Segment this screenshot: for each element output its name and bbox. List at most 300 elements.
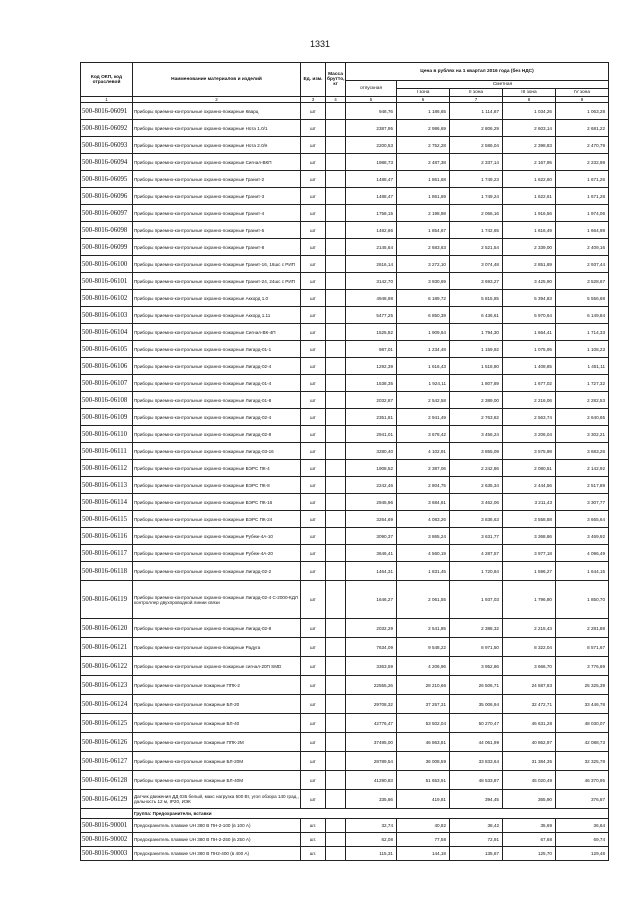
price-zone-1: 2 683,63 [397,239,450,256]
price-zone-4: 6 149,84 [556,307,609,324]
price-zone-1: 4 102,91 [397,443,450,460]
price-release: 37495,00 [346,733,397,752]
item-name: Приборы приемно-контрольные пожарные ППК-2М [133,733,301,752]
price-zone-1: 2 542,58 [397,392,450,409]
item-name: Приборы приемно-контрольные охранно-пожарные Лигард-02-4 С-2000-КДЛ контроллер двухпроводной линии связи [133,581,301,619]
item-unit: шт [301,638,326,657]
item-mass [326,460,346,477]
price-release: 32,74 [346,819,397,833]
price-release: 3264,69 [346,511,397,528]
item-mass [326,545,346,562]
table-row [81,324,609,341]
price-zone-3: 46 631,28 [503,714,556,733]
item-name: Приборы приемно-контрольные охранно-пожарные Лигард-02-4 [133,358,301,375]
group-row [81,809,609,819]
price-zone-2: 3 631,77 [450,528,503,545]
price-zone-3: 2 339,00 [503,239,556,256]
item-unit: шт [301,545,326,562]
item-code: 500-8016-06106 [81,358,133,375]
item-code: 500-8016-06127 [81,752,133,771]
table-row [81,833,609,847]
price-zone-3: 2 167,95 [503,154,556,171]
item-code: 500-8016-06094 [81,154,133,171]
price-release: 1908,52 [346,460,397,477]
item-unit: шт [301,714,326,733]
table-row [81,695,609,714]
item-unit: шт [301,562,326,581]
price-release: 2032,29 [346,619,397,638]
header-mass: Масса брутто, кг [326,63,346,97]
price-release: 62,08 [346,833,397,847]
price-zone-2: 1 720,84 [450,562,503,581]
price-zone-2: 2 389,00 [450,392,503,409]
price-zone-4: 4 096,49 [556,545,609,562]
price-zone-1: 53 502,04 [397,714,450,733]
table-row [81,528,609,545]
price-release: 1988,73 [346,154,397,171]
price-zone-1: 77,58 [397,833,450,847]
item-code: 500-8016-90003 [81,847,133,861]
table-row [81,392,609,409]
price-zone-3: 2 216,06 [503,392,556,409]
table-row [81,460,609,477]
price-zone-4: 376,87 [556,790,609,809]
item-mass [326,307,346,324]
item-name: Приборы приемно-контрольные охранно-пожарные ВЭРС ПК-4 [133,460,301,477]
item-code: 500-8016-06097 [81,205,133,222]
price-zone-3: 1 916,56 [503,205,556,222]
item-mass [326,638,346,657]
item-name: Приборы приемно-контрольные охранно-пожарные Рубеж-4А-10 [133,528,301,545]
item-unit: шт [301,103,326,120]
item-name: Приборы приемно-контрольные охранно-пожарные Гранит-8 [133,239,301,256]
price-zone-3: 2 080,51 [503,460,556,477]
header-zone-2: II зона [450,89,503,97]
price-release: 2145,64 [346,239,397,256]
item-unit: шт [301,341,326,358]
price-zone-4: 48 030,07 [556,714,609,733]
table-row [81,847,609,861]
price-zone-3: 8 322,04 [503,638,556,657]
item-unit: шт [301,657,326,676]
item-name: Приборы приемно-контрольные охранно-пожарные Кварц [133,103,301,120]
item-mass [326,790,346,809]
item-name: Приборы приемно-контрольные охранно-пожарные Лигард-01-4 [133,375,301,392]
price-zone-2: 72,91 [450,833,503,847]
item-name: Приборы приемно-контрольные охранно-пожарные Гранит-3 [133,188,301,205]
table-row [81,819,609,833]
item-code: 500-8016-06122 [81,657,133,676]
price-zone-1: 2 752,28 [397,137,450,154]
price-zone-2: 3 074,48 [450,256,503,273]
price-zone-1: 6 189,72 [397,290,450,307]
table-row [81,752,609,771]
price-release: 3363,59 [346,657,397,676]
item-name: Приборы приемно-контрольные охранно-пожарные Рубеж-4А-20 [133,545,301,562]
price-zone-1: 3 930,69 [397,273,450,290]
price-zone-4: 2 282,53 [556,392,609,409]
price-zone-4: 2 470,79 [556,137,609,154]
price-zone-3: 3 558,88 [503,511,556,528]
item-mass [326,120,346,137]
price-zone-3: 1 616,49 [503,222,556,239]
price-zone-2: 1 794,30 [450,324,503,341]
item-unit: шт [301,752,326,771]
price-zone-1: 1 186,65 [397,103,450,120]
price-zone-2: 44 061,99 [450,733,503,752]
price-zone-3: 125,70 [503,847,556,861]
price-zone-2: 3 462,06 [450,494,503,511]
item-code: 500-8016-06112 [81,460,133,477]
item-unit: шт [301,460,326,477]
item-mass [326,341,346,358]
item-code: 500-8016-90001 [81,819,133,833]
item-mass [326,256,346,273]
group-title: Группа: Предохранители, вставки [133,809,609,819]
price-release: 42776,47 [346,714,397,733]
price-zone-2: 2 337,14 [450,154,503,171]
price-zone-3: 45 020,49 [503,771,556,790]
table-row [81,120,609,137]
price-zone-2: 2 521,54 [450,239,503,256]
price-zone-2: 1 749,23 [450,171,503,188]
price-zone-1: 1 861,69 [397,188,450,205]
price-zone-2: 5 815,85 [450,290,503,307]
column-number: 4 [326,97,346,103]
item-code: 500-8016-06113 [81,477,133,494]
price-zone-3: 1 596,27 [503,562,556,581]
item-unit: шт [301,528,326,545]
item-code: 500-8016-06107 [81,375,133,392]
price-zone-4: 3 665,64 [556,511,609,528]
item-unit: шт [301,154,326,171]
item-name: Приборы приемно-контрольные охранно-пожарные ВЭРС ПК-24 [133,511,301,528]
table-body [81,103,609,861]
price-zone-3: 40 862,97 [503,733,556,752]
group-empty-cell [81,809,133,819]
item-mass [326,676,346,695]
price-zone-3: 365,90 [503,790,556,809]
price-zone-4: 1 451,11 [556,358,609,375]
column-number: 9 [556,97,609,103]
price-zone-1: 1 616,43 [397,358,450,375]
price-release: 3646,41 [346,545,397,562]
price-zone-4: 129,48 [556,847,609,861]
item-mass [326,443,346,460]
item-mass [326,695,346,714]
price-zone-4: 1 714,33 [556,324,609,341]
item-name: Приборы приемно-контрольные охранно-пожарные ВЭРС ПК-8 [133,477,301,494]
table-row [81,256,609,273]
item-code: 500-8016-06111 [81,443,133,460]
price-zone-4: 33 446,78 [556,695,609,714]
price-zone-4: 3 776,69 [556,657,609,676]
item-name: Приборы приемно-контрольные охранно-пожарные Аккорд 1.11 [133,307,301,324]
price-release: 1646,27 [346,581,397,619]
table-row [81,222,609,239]
item-mass [326,137,346,154]
price-zone-4: 1 727,32 [556,375,609,392]
item-name: Приборы приемно-контрольные пожарные БЛ-40М [133,771,301,790]
item-code: 500-8016-06116 [81,528,133,545]
price-table [80,62,609,861]
header-zone-4: IV зона [556,89,609,97]
item-unit: шт [301,205,326,222]
column-number: 8 [503,97,556,103]
item-name: Приборы приемно-контрольные охранно-пожарные Сигнал-ВКП [133,154,301,171]
header-release: отпускная [346,81,397,97]
table-row [81,307,609,324]
price-zone-4: 8 571,67 [556,638,609,657]
price-zone-3: 2 603,14 [503,120,556,137]
item-mass [326,819,346,833]
header-zone-1: I зона [397,89,450,97]
item-code: 500-8016-06125 [81,714,133,733]
table-row [81,657,609,676]
item-name: Приборы приемно-контрольные охранно-пожарные Гранит-5 [133,222,301,239]
price-zone-4: 69,74 [556,833,609,847]
item-code: 500-8016-06099 [81,239,133,256]
item-name: Приборы приемно-контрольные охранно-пожарные Лигард-01-1 [133,341,301,358]
item-name: Приборы приемно-контрольные охранно-пожарные Гранит-24, 24шс с РИП [133,273,301,290]
price-zone-1: 2 941,49 [397,409,450,426]
price-zone-1: 2 061,55 [397,581,450,619]
table-row [81,638,609,657]
table-row [81,154,609,171]
table-row [81,619,609,638]
item-name: Приборы приемно-контрольные охранно-пожарные Гранит-2 [133,171,301,188]
price-zone-4: 2 232,98 [556,154,609,171]
price-zone-4: 1 671,26 [556,171,609,188]
item-code: 500-8016-06118 [81,562,133,581]
price-zone-3: 3 425,90 [503,273,556,290]
item-code: 500-8016-06100 [81,256,133,273]
item-unit: шт [301,222,326,239]
price-zone-1: 4 560,19 [397,545,450,562]
price-release: 3280,40 [346,443,397,460]
price-zone-1: 2 387,06 [397,460,450,477]
price-zone-2: 48 533,87 [450,771,503,790]
item-unit: шт [301,409,326,426]
item-code: 500-8016-06126 [81,733,133,752]
price-zone-1: 3 678,42 [397,426,450,443]
item-code: 500-8016-90002 [81,833,133,847]
item-mass [326,581,346,619]
item-unit: шт. [301,819,326,833]
price-zone-1: 2 986,69 [397,120,450,137]
price-release: 3142,70 [346,273,397,290]
column-number: 5 [346,97,397,103]
item-mass [326,392,346,409]
item-unit: шт. [301,847,326,861]
item-name: Приборы приемно-контрольные охранно-пожарные Гранит-4 [133,205,301,222]
item-name: Приборы приемно-контрольные охранно-пожарные Нота 2.0/я [133,137,301,154]
item-name: Датчик движения ДД 035 белый, макс нагрузка 500 Вт, угол обзора 140 град., дальность 12 м, IP20, ИЭК [133,790,301,809]
item-name: Приборы приемно-контрольные охранно-пожарные Аккорд 1.0 [133,290,301,307]
column-number: 7 [450,97,503,103]
price-zone-3: 1 664,41 [503,324,556,341]
item-name: Предохранитель плавкие UH 380 В ПН2-400 (в 400 А) [133,847,301,861]
item-mass [326,171,346,188]
item-mass [326,657,346,676]
price-release: 1488,47 [346,171,397,188]
price-zone-1: 2 804,75 [397,477,450,494]
price-release: 1488,47 [346,188,397,205]
item-mass [326,358,346,375]
price-zone-1: 3 272,10 [397,256,450,273]
price-release: 29708,32 [346,695,397,714]
price-zone-4: 46 370,95 [556,771,609,790]
price-zone-4: 1 671,28 [556,188,609,205]
item-code: 500-8016-06095 [81,171,133,188]
item-code: 500-8016-06109 [81,409,133,426]
price-zone-4: 2 937,44 [556,256,609,273]
price-zone-3: 32 472,71 [503,695,556,714]
item-mass [326,714,346,733]
item-unit: шт [301,581,326,619]
price-zone-3: 31 384,35 [503,752,556,771]
table-row [81,273,609,290]
item-unit: шт [301,120,326,137]
item-code: 500-8016-06129 [81,790,133,809]
item-code: 500-8016-06104 [81,324,133,341]
item-code: 500-8016-06120 [81,619,133,638]
price-zone-4: 1 850,70 [556,581,609,619]
table-row [81,290,609,307]
price-zone-3: 1 622,60 [503,171,556,188]
header-unit: Ед. изм. [301,63,326,97]
price-release: 948,76 [346,103,397,120]
item-name: Приборы приемно-контрольные охранно-пожарные Лигард-03-16 [133,443,301,460]
price-zone-3: 2 444,56 [503,477,556,494]
item-unit: шт [301,619,326,638]
price-release: 2200,53 [346,137,397,154]
item-unit: шт [301,358,326,375]
item-mass [326,239,346,256]
price-zone-2: 35 006,94 [450,695,503,714]
table-row [81,358,609,375]
price-zone-4: 36,64 [556,819,609,833]
item-name: Приборы приемно-контрольные пожарные БЛ-20 [133,695,301,714]
price-zone-2: 38,42 [450,819,503,833]
price-zone-3: 2 851,89 [503,256,556,273]
item-unit: шт [301,443,326,460]
table-row [81,137,609,154]
price-zone-3: 3 666,70 [503,657,556,676]
item-unit: шт [301,695,326,714]
price-zone-2: 1 518,80 [450,358,503,375]
price-zone-2: 33 833,64 [450,752,503,771]
table-row [81,714,609,733]
item-code: 500-8016-06123 [81,676,133,695]
item-unit: шт. [301,833,326,847]
price-zone-2: 1 937,03 [450,581,503,619]
price-release: 2616,14 [346,256,397,273]
item-name: Приборы приемно-контрольные охранно-пожарные Лигард-02-2 [133,562,301,581]
item-unit: шт [301,137,326,154]
item-code: 500-8016-06115 [81,511,133,528]
item-name: Приборы приемно-контрольные охранно-пожарные ВЭРС ПК-16 [133,494,301,511]
price-zone-2: 2 635,34 [450,477,503,494]
item-mass [326,477,346,494]
price-release: 41290,83 [346,771,397,790]
price-release: 1538,35 [346,375,397,392]
price-zone-2: 135,67 [450,847,503,861]
price-zone-2: 26 506,71 [450,676,503,695]
price-zone-3: 35,69 [503,819,556,833]
price-zone-3: 1 034,26 [503,103,556,120]
table-row [81,375,609,392]
item-code: 500-8016-06098 [81,222,133,239]
price-zone-3: 2 398,83 [503,137,556,154]
price-zone-2: 3 855,09 [450,443,503,460]
price-release: 1464,31 [346,562,397,581]
price-zone-3: 1 075,95 [503,341,556,358]
price-zone-2: 6 436,61 [450,307,503,324]
item-name: Приборы приемно-контрольные охранно-пожарные Лигард-02-4 [133,409,301,426]
item-mass [326,771,346,790]
price-zone-4: 1 974,06 [556,205,609,222]
price-zone-3: 3 575,98 [503,443,556,460]
table-row [81,443,609,460]
item-name: Приборы приемно-контрольные охранно-пожарные Нота 1.0/1 [133,120,301,137]
price-zone-2: 3 456,24 [450,426,503,443]
table-row [81,409,609,426]
price-zone-4: 2 681,22 [556,120,609,137]
item-unit: шт [301,771,326,790]
item-mass [326,733,346,752]
price-zone-3: 1 622,61 [503,188,556,205]
price-zone-4: 2 142,92 [556,460,609,477]
item-mass [326,154,346,171]
item-name: Приборы приемно-контрольные пожарные ППК-2 [133,676,301,695]
price-zone-2: 2 066,16 [450,205,503,222]
price-zone-2: 1 742,65 [450,222,503,239]
price-zone-1: 3 684,61 [397,494,450,511]
header-price-title: Цена в рублях на 1 квартал 2016 года (без НДС) [346,63,609,81]
price-zone-1: 1 854,67 [397,222,450,239]
item-mass [326,426,346,443]
item-mass [326,375,346,392]
item-mass [326,494,346,511]
price-zone-4: 3 683,26 [556,443,609,460]
price-zone-1: 46 863,81 [397,733,450,752]
item-code: 500-8016-06124 [81,695,133,714]
price-zone-2: 1 807,89 [450,375,503,392]
price-release: 2351,81 [346,409,397,426]
item-unit: шт [301,790,326,809]
price-zone-2: 2 242,86 [450,460,503,477]
item-mass [326,833,346,847]
item-name: Приборы приемно-контрольные пожарные БЛ-20М [133,752,301,771]
table-row [81,426,609,443]
column-number: 1 [81,97,133,103]
item-unit: шт [301,676,326,695]
item-code: 500-8016-06091 [81,103,133,120]
price-release: 2387,95 [346,120,397,137]
item-name: Приборы приемно-контрольные охранно-пожарные сигнал-20П SMD [133,657,301,676]
column-number: 2 [133,97,301,103]
item-mass [326,222,346,239]
table-row [81,733,609,752]
price-zone-4: 2 640,65 [556,409,609,426]
column-number: 6 [397,97,450,103]
price-zone-4: 1 644,15 [556,562,609,581]
item-name: Приборы приемно-контрольные охранно-пожарные Сигнал-ВК-4П [133,324,301,341]
price-zone-1: 419,81 [397,790,450,809]
item-name: Приборы приемно-контрольные охранно-пожарные Гранит-16, 16шс с РИП [133,256,301,273]
item-name: Приборы приемно-контрольные охранно-пожарные Лигард-02-8 [133,426,301,443]
